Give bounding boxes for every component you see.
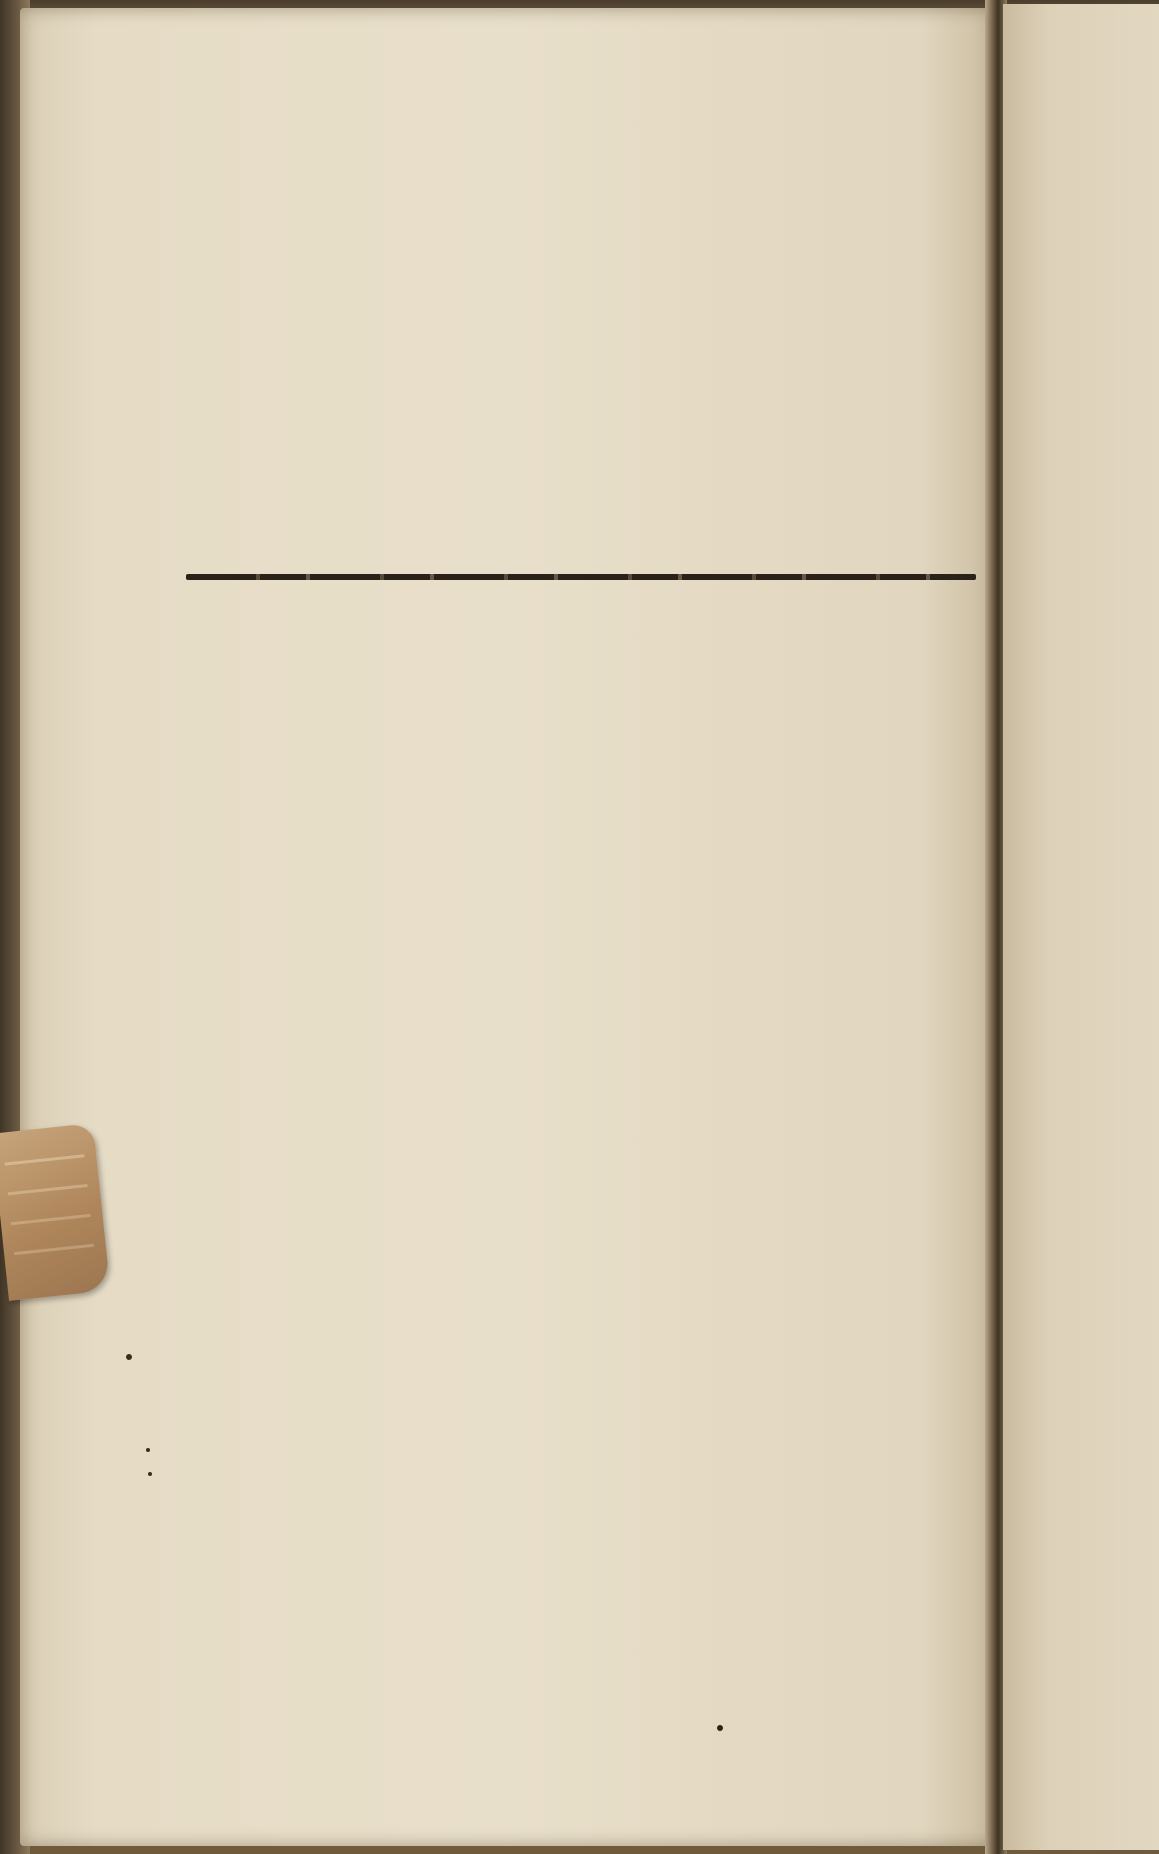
ornamental-rule: [186, 574, 976, 580]
bookmark-tab: [0, 1123, 111, 1301]
right-page-edge: [1003, 4, 1159, 1850]
ink-speck: [148, 1472, 152, 1476]
ink-speck: [146, 1448, 150, 1452]
page-dot: [717, 1725, 723, 1731]
ink-speck: [126, 1354, 132, 1360]
left-page: [20, 8, 1000, 1846]
